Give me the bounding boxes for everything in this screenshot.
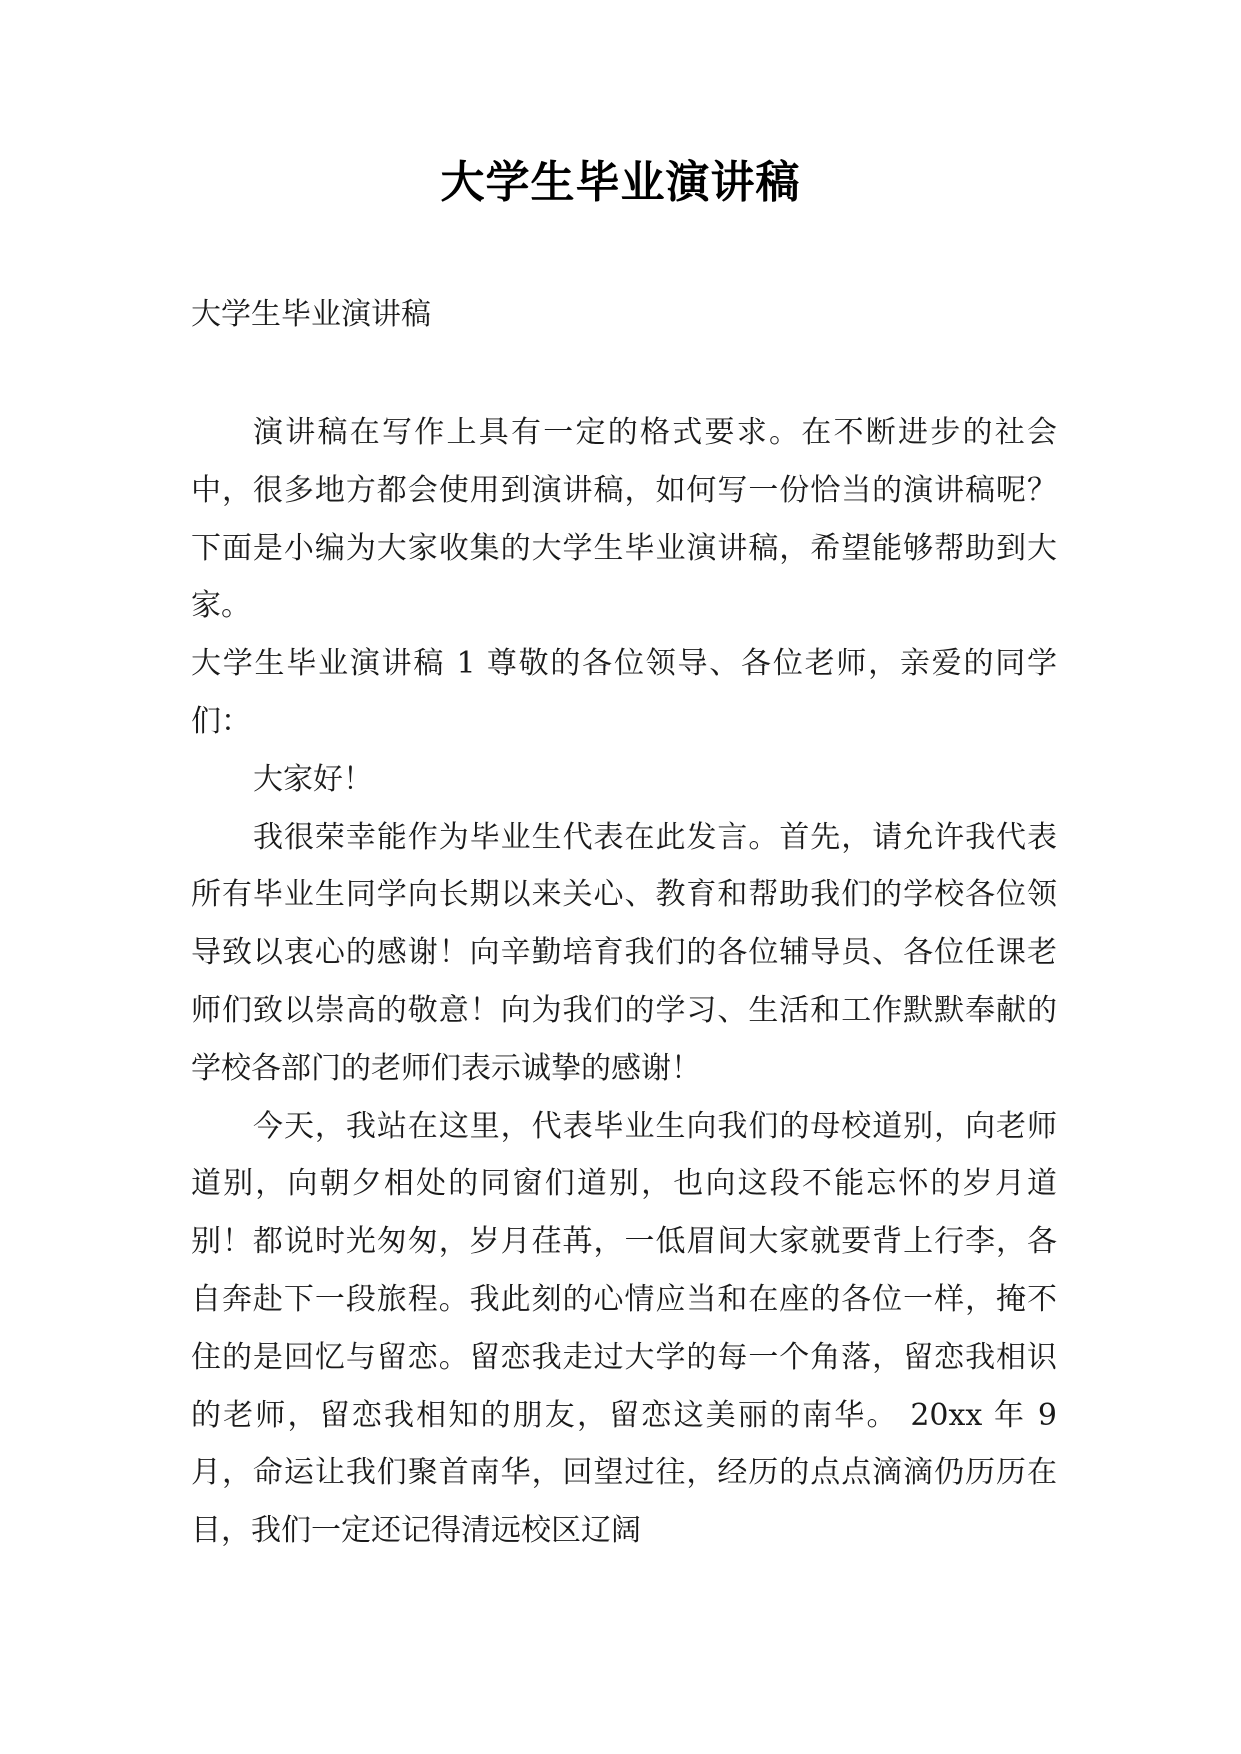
paragraph-farewell: 今天，我站在这里，代表毕业生向我们的母校道别，向老师道别，向朝夕相处的同窗们道别，也向这段不能忘怀的岁月道别！都说时光匆匆，岁月荏苒，一低眉间大家就要背上行李，各自奔赴下一段旅程。我此刻的心情应当和在座的各位一样，掩不住的是回忆与留恋。留恋我走过大学的每一个角落，留恋我相识的老师，留恋我相知的朋友，留恋这美丽的南华。 20xx 年 9 月，命运让我们聚首南华，回望过往，经历的点点滴滴仍历历在目，我们一定还记得清远校区辽阔 [191,1108,1057,1549]
paragraph-greeting: 大家好！ [253,761,373,797]
document-title: 大学生毕业演讲稿 [440,157,801,208]
paragraph-thanks: 我很荣幸能作为毕业生代表在此发言。首先，请允许我代表所有毕业生同学向长期以来关心、教育和帮助我们的学校各位领导致以衷心的感谢！向辛勤培育我们的各位辅导员、各位任课老师们致以崇高的敬意！向为我们的学习、生活和工作默默奉献的学校各部门的老师们表示诚挚的感谢！ [191,819,1057,1086]
paragraph-intro: 演讲稿在写作上具有一定的格式要求。在不断进步的社会中，很多地方都会使用到演讲稿，如何写一份恰当的演讲稿呢？下面是小编为大家收集的大学生毕业演讲稿，希望能够帮助到大家。 [191,415,1057,624]
document-body [191,404,1057,1560]
document-subtitle: 大学生毕业演讲稿 [191,297,431,332]
paragraph-speech-heading: 大学生毕业演讲稿 1 尊敬的各位领导、各位老师，亲爱的同学们： [191,646,1057,739]
